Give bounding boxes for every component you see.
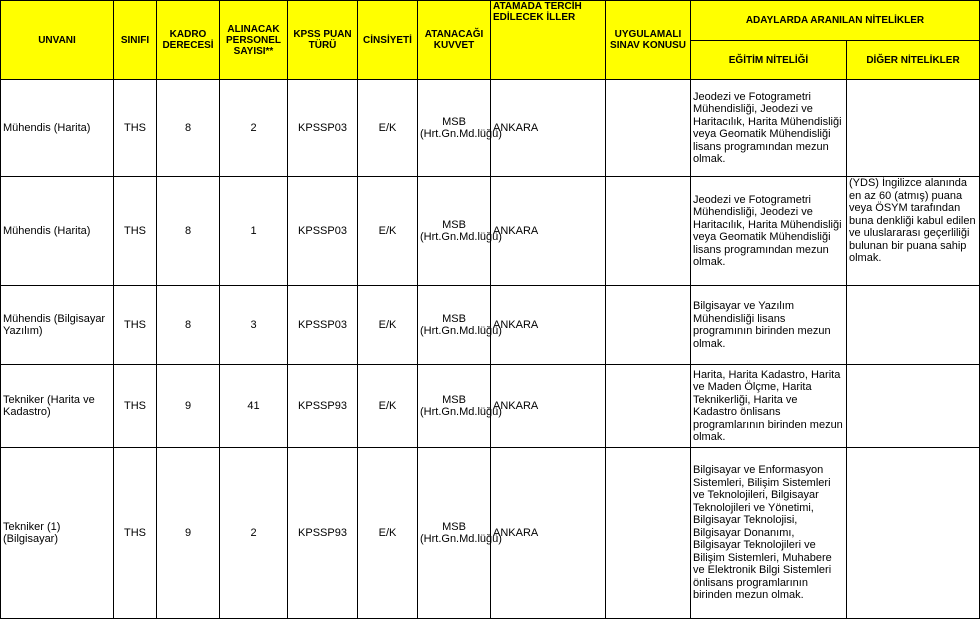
cell-unvani: Mühendis (Bilgisayar Yazılım) <box>1 286 114 365</box>
cell-egitim: Jeodezi ve Fotogrametri Mühendisliği, Jeodezi ve Haritacılık, Harita Mühendisliği veya Geomatik Mühendisliği lisans programından mezun olmak. <box>691 80 847 177</box>
cell-cinsiyet: E/K <box>358 80 418 177</box>
cell-diger <box>847 448 980 619</box>
header-uygulamali-sinav: UYGULAMALI SINAV KONUSU <box>606 1 691 80</box>
header-kadro-derecesi: KADRO DERECESİ <box>157 1 220 80</box>
table-row <box>1 365 980 448</box>
cell-derece: 8 <box>157 80 220 177</box>
table-row <box>1 177 980 286</box>
cell-sayi: 2 <box>220 448 288 619</box>
cell-unvani: Mühendis (Harita) <box>1 80 114 177</box>
cell-diger: (YDS) İngilizce alanında en az 60 (atmış) puana veya ÖSYM tarafından buna denkliği kabul edilen ve uluslararası geçerliliği bulunan bir puana sahip olmak. <box>847 177 980 286</box>
cell-sayi: 41 <box>220 365 288 448</box>
header-aranilan-nitelikler: ADAYLARDA ARANILAN NİTELİKLER <box>691 1 980 41</box>
table-row <box>1 448 980 619</box>
cell-cinsiyet: E/K <box>358 365 418 448</box>
cell-kuvvet: MSB (Hrt.Gn.Md.lüğü) <box>418 365 491 448</box>
cell-cinsiyet: E/K <box>358 286 418 365</box>
table-row <box>1 80 980 177</box>
cell-egitim: Jeodezi ve Fotogrametri Mühendisliği, Jeodezi ve Haritacılık, Harita Mühendisliği veya Geomatik Mühendisliği lisans programından mezun olmak. <box>691 177 847 286</box>
cell-sinifi: THS <box>114 365 157 448</box>
table-row <box>1 286 980 365</box>
cell-sayi: 2 <box>220 80 288 177</box>
cell-puan: KPSSP03 <box>288 177 358 286</box>
cell-puan: KPSSP93 <box>288 448 358 619</box>
cell-derece: 9 <box>157 448 220 619</box>
cell-unvani: Mühendis (Harita) <box>1 177 114 286</box>
cell-sinifi: THS <box>114 448 157 619</box>
cell-cinsiyet: E/K <box>358 448 418 619</box>
cell-sayi: 3 <box>220 286 288 365</box>
header-atanacagi-kuvvet: ATANACAĞI KUVVET <box>418 1 491 80</box>
table-body <box>1 80 980 619</box>
cell-unvani: Tekniker (1) (Bilgisayar) <box>1 448 114 619</box>
cell-sinav <box>606 365 691 448</box>
header-alinacak-personel: ALINACAK PERSONEL SAYISI** <box>220 1 288 80</box>
header-kpss-puan-turu: KPSS PUAN TÜRÜ <box>288 1 358 80</box>
cell-egitim: Harita, Harita Kadastro, Harita ve Maden Ölçme, Harita Teknikerliği, Harita ve Kadastro önlisans programlarının birinden mezun olmak. <box>691 365 847 448</box>
cell-iller: ANKARA <box>491 448 606 619</box>
cell-diger <box>847 365 980 448</box>
cell-puan: KPSSP93 <box>288 365 358 448</box>
header-tercih-iller: ATAMADA TERCİH EDİLECEK İLLER <box>491 1 606 80</box>
cell-derece: 8 <box>157 177 220 286</box>
cell-iller: ANKARA <box>491 80 606 177</box>
cell-iller: ANKARA <box>491 177 606 286</box>
cell-egitim: Bilgisayar ve Yazılım Mühendisliği lisans programının birinden mezun olmak. <box>691 286 847 365</box>
cell-kuvvet: MSB (Hrt.Gn.Md.lüğü) <box>418 177 491 286</box>
cell-derece: 9 <box>157 365 220 448</box>
cell-puan: KPSSP03 <box>288 286 358 365</box>
cell-sinav <box>606 80 691 177</box>
header-diger-nitelikler: DİĞER NİTELİKLER <box>847 41 980 80</box>
header-egitim-niteligi: EĞİTİM NİTELİĞİ <box>691 41 847 80</box>
cell-sinav <box>606 177 691 286</box>
cell-sinifi: THS <box>114 286 157 365</box>
cell-puan: KPSSP03 <box>288 80 358 177</box>
table-header <box>1 1 980 80</box>
header-sinifi: SINIFI <box>114 1 157 80</box>
cell-diger <box>847 286 980 365</box>
cell-kuvvet: MSB (Hrt.Gn.Md.lüğü) <box>418 80 491 177</box>
cell-sinav <box>606 448 691 619</box>
cell-kuvvet: MSB (Hrt.Gn.Md.lüğü) <box>418 448 491 619</box>
cell-sinifi: THS <box>114 80 157 177</box>
cell-diger <box>847 80 980 177</box>
cell-sayi: 1 <box>220 177 288 286</box>
cell-sinifi: THS <box>114 177 157 286</box>
cell-iller: ANKARA <box>491 286 606 365</box>
cell-kuvvet: MSB (Hrt.Gn.Md.lüğü) <box>418 286 491 365</box>
cell-sinav <box>606 286 691 365</box>
cell-egitim: Bilgisayar ve Enformasyon Sistemleri, Bilişim Sistemleri ve Teknolojileri, Bilgisayar Teknolojileri ve Yönetimi, Bilgisayar Teknolojisi, Bilgisayar Donanımı, Bilgisayar Teknolojileri ve Bilişim Sistemleri, Muhabere ve Elektronik Bilgi Sistemleri önlisans programlarının birinden mezun olmak. <box>691 448 847 619</box>
cell-cinsiyet: E/K <box>358 177 418 286</box>
header-cinsiyeti: CİNSİYETİ <box>358 1 418 80</box>
cell-iller: ANKARA <box>491 365 606 448</box>
cell-derece: 8 <box>157 286 220 365</box>
cell-unvani: Tekniker (Harita ve Kadastro) <box>1 365 114 448</box>
header-unvani: UNVANI <box>1 1 114 80</box>
